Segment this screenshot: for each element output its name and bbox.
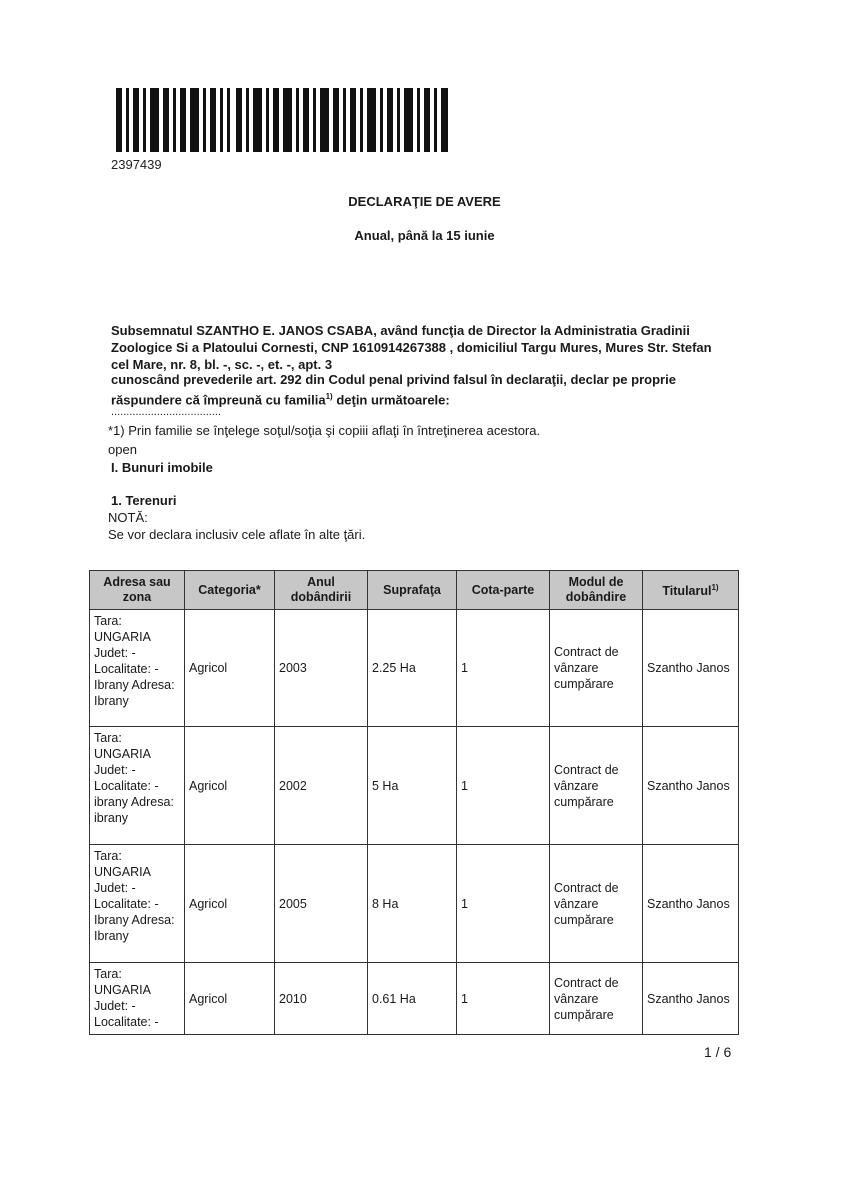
- cell-year: 2003: [275, 610, 368, 727]
- barcode-number: 2397439: [111, 157, 162, 172]
- open-label: open: [108, 442, 137, 457]
- cell-area: 2.25 Ha: [368, 610, 457, 727]
- cell-area: 8 Ha: [368, 845, 457, 963]
- cell-mode: Contract de vânzare cumpărare: [550, 727, 643, 845]
- cell-share: 1: [457, 610, 550, 727]
- section-title: I. Bunuri imobile: [111, 460, 213, 475]
- nota-label: NOTĂ:: [108, 510, 148, 525]
- header-address: Adresa sau zona: [90, 571, 185, 610]
- table-row: [90, 845, 739, 963]
- cell-category: Agricol: [185, 845, 275, 963]
- header-year: Anul dobândirii: [275, 571, 368, 610]
- document-subtitle: Anual, până la 15 iunie: [354, 228, 495, 243]
- nota-text: Se vor declara inclusiv cele aflate în alte ţări.: [108, 527, 366, 542]
- cell-mode: Contract de vânzare cumpărare: [550, 845, 643, 963]
- header-mode: Modul de dobândire: [550, 571, 643, 610]
- cell-holder: Szantho Janos: [643, 845, 739, 963]
- cell-mode: Contract de vânzare cumpărare: [550, 610, 643, 727]
- cell-area: 5 Ha: [368, 727, 457, 845]
- table-row: [90, 610, 739, 727]
- cell-year: 2010: [275, 963, 368, 1035]
- cell-holder: Szantho Janos: [643, 610, 739, 727]
- declaration-line1: Subsemnatul SZANTHO E. JANOS CSABA, având funcţia de Director la Administratia Gradinii Zoologice Si a Platoului Cornesti, CNP 1610914267388 , domiciliul Targu Mures, Mures Str. Stefan cel Mare, nr. 8, bl. -, sc. -, et. -, apt. 3: [111, 323, 712, 372]
- table-row: [90, 727, 739, 845]
- page-number: 1 / 6: [704, 1044, 732, 1060]
- cell-share: 1: [457, 727, 550, 845]
- cell-category: Agricol: [185, 963, 275, 1035]
- declaration-line2-end: deţin următoarele:: [332, 392, 450, 408]
- barcode: [116, 88, 448, 152]
- cell-share: 1: [457, 963, 550, 1035]
- cell-address: Tara: UNGARIA Judet: - Localitate: - Ibrany Adresa: Ibrany: [90, 610, 185, 727]
- declaration-statement: [111, 322, 733, 373]
- cell-address: Tara: UNGARIA Judet: - Localitate: - ibrany Adresa: ibrany: [90, 727, 185, 845]
- table-row: [90, 963, 739, 1035]
- declaration-line2-text: cunoscând prevederile art. 292 din Codul penal privind falsul în declaraţii, declar pe proprie răspundere că împreună cu familia: [111, 372, 676, 408]
- footnote-marker: 1): [325, 392, 333, 401]
- land-table: [89, 570, 739, 1035]
- subsection-title: 1. Terenuri: [111, 493, 177, 508]
- declaration-line2: [111, 371, 733, 408]
- cell-area: 0.61 Ha: [368, 963, 457, 1035]
- dotted-line: ....................................: [111, 406, 222, 418]
- family-footnote: *1) Prin familie se înţelege soţul/soţia şi copiii aflaţi în întreţinerea acestora.: [108, 423, 541, 438]
- cell-address: Tara: UNGARIA Judet: - Localitate: - Ibrany Adresa: Ibrany: [90, 845, 185, 963]
- table-header-row: [90, 571, 739, 610]
- cell-year: 2002: [275, 727, 368, 845]
- cell-address: Tara: UNGARIA Judet: - Localitate: -: [90, 963, 185, 1035]
- cell-mode: Contract de vânzare cumpărare: [550, 963, 643, 1035]
- header-share: Cota-parte: [457, 571, 550, 610]
- document-title: DECLARAŢIE DE AVERE: [348, 194, 501, 209]
- cell-holder: Szantho Janos: [643, 727, 739, 845]
- cell-category: Agricol: [185, 610, 275, 727]
- header-area: Suprafaţa: [368, 571, 457, 610]
- cell-share: 1: [457, 845, 550, 963]
- cell-holder: Szantho Janos: [643, 963, 739, 1035]
- header-holder: Titularul$^{1)}$: [643, 571, 739, 610]
- cell-category: Agricol: [185, 727, 275, 845]
- header-category: Categoria*: [185, 571, 275, 610]
- cell-year: 2005: [275, 845, 368, 963]
